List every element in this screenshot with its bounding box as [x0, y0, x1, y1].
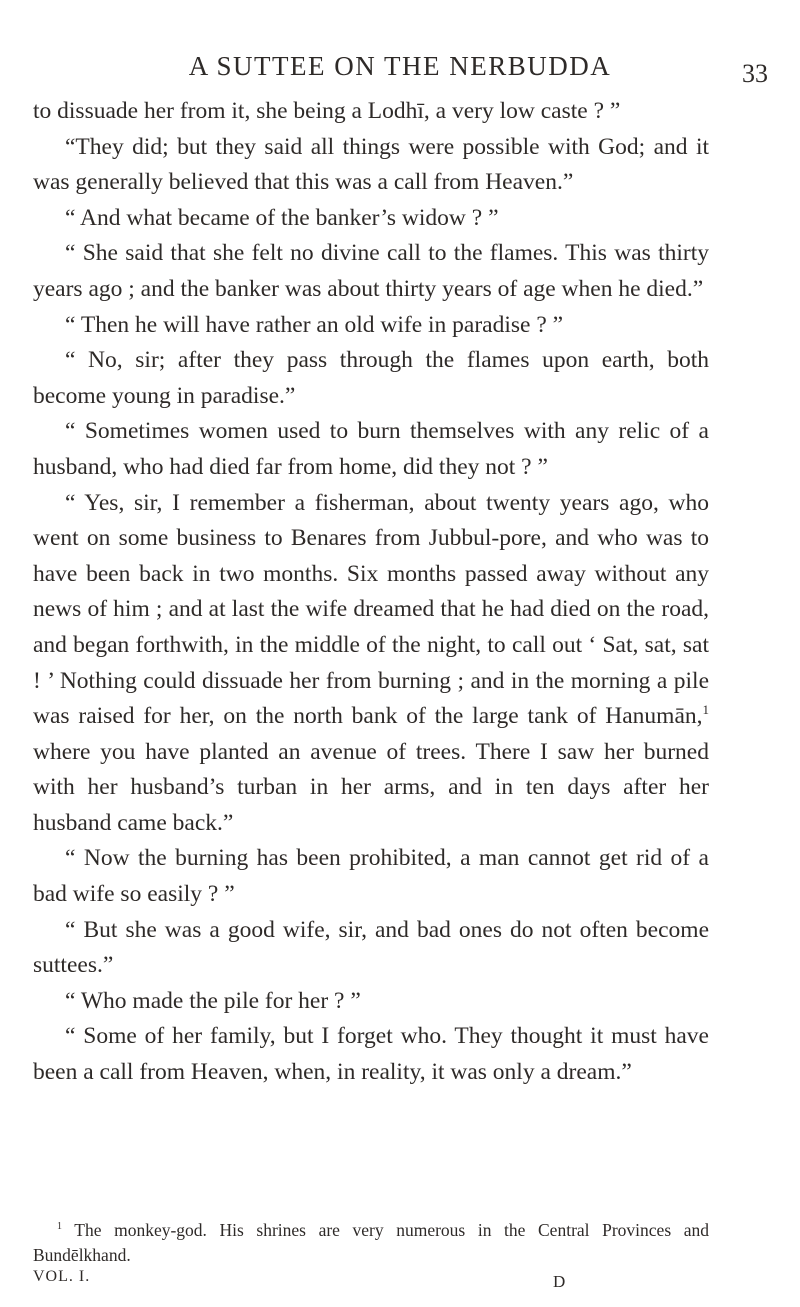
paragraph-9: “ Now the burning has been prohibited, a man cannot get rid of a bad wife so easily ? ” — [33, 845, 709, 908]
volume-mark: VOL. I. — [33, 1268, 91, 1285]
running-title: A SUTTEE ON THE NERBUDDA — [188, 51, 612, 81]
footnote — [33, 1218, 709, 1268]
signature-letter: D — [553, 1272, 566, 1291]
paragraph-10: “ But she was a good wife, sir, and bad ones do not often become suttees.” — [33, 916, 709, 979]
page-number: 33 — [742, 59, 768, 88]
paragraph-8-text-before-note: “ Yes, sir, I remember a fisherman, about twenty years ago, who went on some business to Benares from Jubbul-pore, and who was to have been back in two months. Six months passed away without any news of him ; and at last the wife dreamed that he had died on the road, and began forthwith, in the middle of the night, to call out ‘ Sat, sat, sat ! ’ Nothing could dissuade her from burning ; and in the morning a pile was raised for her, on the north bank of the large tank of Hanumān, — [33, 489, 709, 730]
paragraph-1: to dissuade her from it, she being a Lodhī, a very low caste ? ” — [33, 98, 621, 124]
paragraph-4: “ She said that she felt no divine call to the flames. This was thirty years ago ; and the banker was about thirty years of age when he died.” — [33, 240, 709, 302]
footnote-text: The monkey-god. His shrines are very numerous in the Central Provinces and Bundēlkhand. — [33, 1220, 709, 1265]
paragraph-3: “ And what became of the banker’s widow ? ” — [65, 204, 499, 231]
paragraph-12: “ Some of her family, but I forget who. They thought it must have been a call from Heaven, when, in reality, it was only a dream.” — [33, 1023, 709, 1086]
paragraph-8-text-after-note: where you have planted an avenue of trees. There I saw her burned with her husband’s turban in her arms, and in ten days after her husband came back.” — [33, 738, 709, 836]
paragraph-8 — [33, 486, 709, 842]
footnote-reference: 1 — [702, 702, 709, 718]
paragraph-11: “ Who made the pile for her ? ” — [65, 987, 361, 1014]
body-text — [33, 94, 709, 1091]
paragraph-5: “ Then he will have rather an old wife in paradise ? ” — [65, 311, 564, 338]
paragraph-2: “They did; but they said all things were possible with God; and it was generally believed that this was a call from Heaven.” — [33, 133, 709, 196]
paragraph-7: “ Sometimes women used to burn themselves with any relic of a husband, who had died far from home, did they not ? ” — [33, 418, 709, 480]
paragraph-6: “ No, sir; after they pass through the flames upon earth, both become young in paradise.” — [33, 347, 709, 409]
footnote-marker: 1 — [57, 1221, 62, 1233]
